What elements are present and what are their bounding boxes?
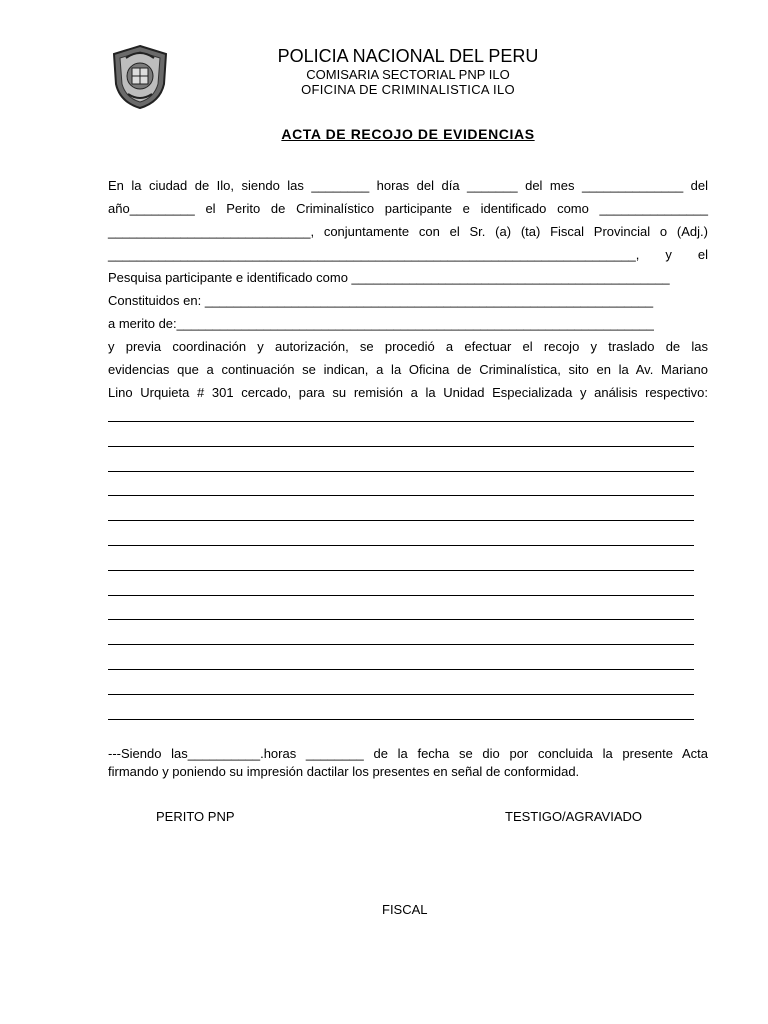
evidence-blank-line[interactable] — [108, 421, 694, 422]
evidence-blank-line[interactable] — [108, 595, 694, 596]
perito-signature-label: PERITO PNP — [156, 809, 235, 824]
evidence-blank-line[interactable] — [108, 644, 694, 645]
evidence-blank-line[interactable] — [108, 495, 694, 496]
testigo-signature-label: TESTIGO/AGRAVIADO — [505, 809, 643, 824]
body-line: ____________________________, conjuntamente con el Sr. (a) (ta) Fiscal Provincial o (Adj.) — [108, 224, 708, 239]
body-line: Lino Urquieta # 301 cercado, para su remisión a la Unidad Especializada y análisis respectivo: — [108, 385, 708, 400]
closing-line: firmando y poniendo su impresión dactilar los presentes en señal de conformidad. — [108, 764, 580, 779]
evidence-blank-line[interactable] — [108, 520, 694, 521]
institution-title: POLICIA NACIONAL DEL PERU — [277, 46, 539, 66]
institution-subtitle: COMISARIA SECTORIAL PNP ILO — [306, 67, 510, 82]
body-line: Constituidos en: ______________________________________________________________ — [108, 293, 654, 308]
evidence-blank-line[interactable] — [108, 619, 694, 620]
evidence-blank-line[interactable] — [108, 570, 694, 571]
evidence-blank-line[interactable] — [108, 719, 694, 720]
evidence-blank-line[interactable] — [108, 669, 694, 670]
body-line: a merito de:__________________________________________________________________ — [108, 316, 654, 331]
evidence-blank-line[interactable] — [108, 545, 694, 546]
body-line: En la ciudad de Ilo, siendo las ________ horas del día _______ del mes ______________ del — [108, 178, 708, 193]
body-line: evidencias que a continuación se indican, a la Oficina de Criminalística, sito en la Av. Mariano — [108, 362, 708, 377]
body-line: _________________________________________________________________________, y el — [108, 247, 708, 262]
body-line: y previa coordinación y autorización, se procedió a efectuar el recojo y traslado de las — [108, 339, 708, 354]
body-line: Pesquisa participante e identificado como ____________________________________________ — [108, 270, 670, 285]
body-line: año_________ el Perito de Criminalístico participante e identificado como _______________ — [108, 201, 708, 216]
evidence-blank-line[interactable] — [108, 471, 694, 472]
evidence-blank-line[interactable] — [108, 446, 694, 447]
pnp-emblem-icon — [110, 44, 170, 110]
closing-line: ---Siendo las__________.horas ________ de la fecha se dio por concluida la presente Acta — [108, 746, 708, 761]
evidence-blank-line[interactable] — [108, 694, 694, 695]
office-subtitle: OFICINA DE CRIMINALISTICA ILO — [301, 82, 515, 97]
fiscal-signature-label: FISCAL — [382, 902, 428, 917]
document-title: ACTA DE RECOJO DE EVIDENCIAS — [281, 126, 535, 142]
